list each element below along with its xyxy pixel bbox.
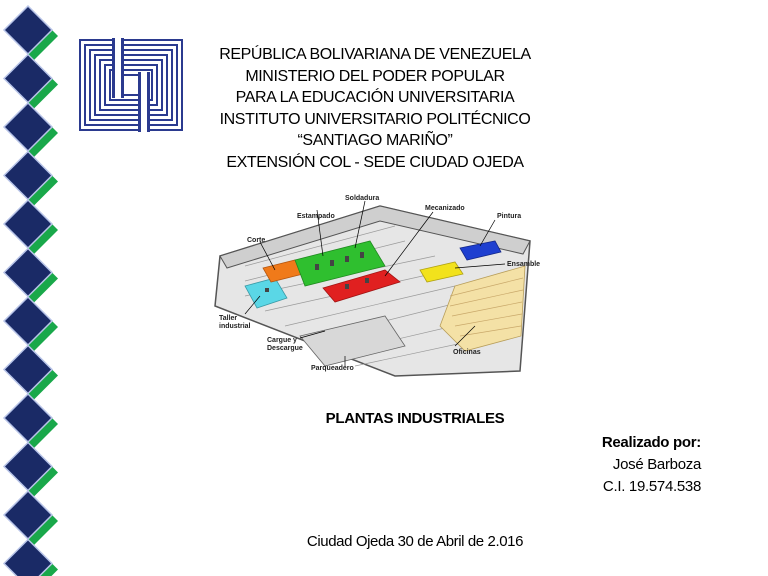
label-estampado: Estampado <box>297 213 335 220</box>
document-title: PLANTAS INDUSTRIALES <box>325 410 505 427</box>
author-id: C.I. 19.574.538 <box>602 478 701 495</box>
label-mecanizado: Mecanizado <box>425 205 465 212</box>
author-name: José Barboza <box>612 456 701 473</box>
label-taller-1: Taller <box>219 315 238 322</box>
industrial-plant-diagram <box>205 186 545 382</box>
label-oficinas: Oficinas <box>453 349 481 356</box>
label-pintura: Pintura <box>497 213 522 220</box>
header-line-ministry: MINISTERIO DEL PODER POPULAR <box>245 67 505 85</box>
institution-header <box>212 44 538 173</box>
institution-logo <box>78 38 184 132</box>
label-taller-2: industrial <box>219 323 251 330</box>
header-line-institute-name: “SANTIAGO MARIÑO” <box>297 132 453 149</box>
label-cargue-2: Descargue <box>267 345 303 352</box>
label-corte: Corte <box>247 237 266 244</box>
label-ensamble: Ensamble <box>507 261 541 268</box>
author-block <box>602 432 701 498</box>
header-line-institute: INSTITUTO UNIVERSITARIO POLITÉCNICO <box>219 110 531 128</box>
label-cargue-1: Cargue y <box>267 337 297 344</box>
author-label: Realizado por: <box>601 434 701 451</box>
place-and-date: Ciudad Ojeda 30 de Abril de 2.016 <box>306 533 524 550</box>
header-line-education: PARA LA EDUCACIÓN UNIVERSITARIA <box>235 89 515 106</box>
border-diamond <box>4 540 52 576</box>
label-parqueadero: Parqueadero <box>311 365 354 372</box>
decorative-diamond-border <box>0 0 70 576</box>
header-line-country: REPÚBLICA BOLIVARIANA DE VENEZUELA <box>219 46 531 63</box>
label-soldadura: Soldadura <box>345 195 380 202</box>
header-line-extension: EXTENSIÓN COL - SEDE CIUDAD OJEDA <box>226 153 524 171</box>
